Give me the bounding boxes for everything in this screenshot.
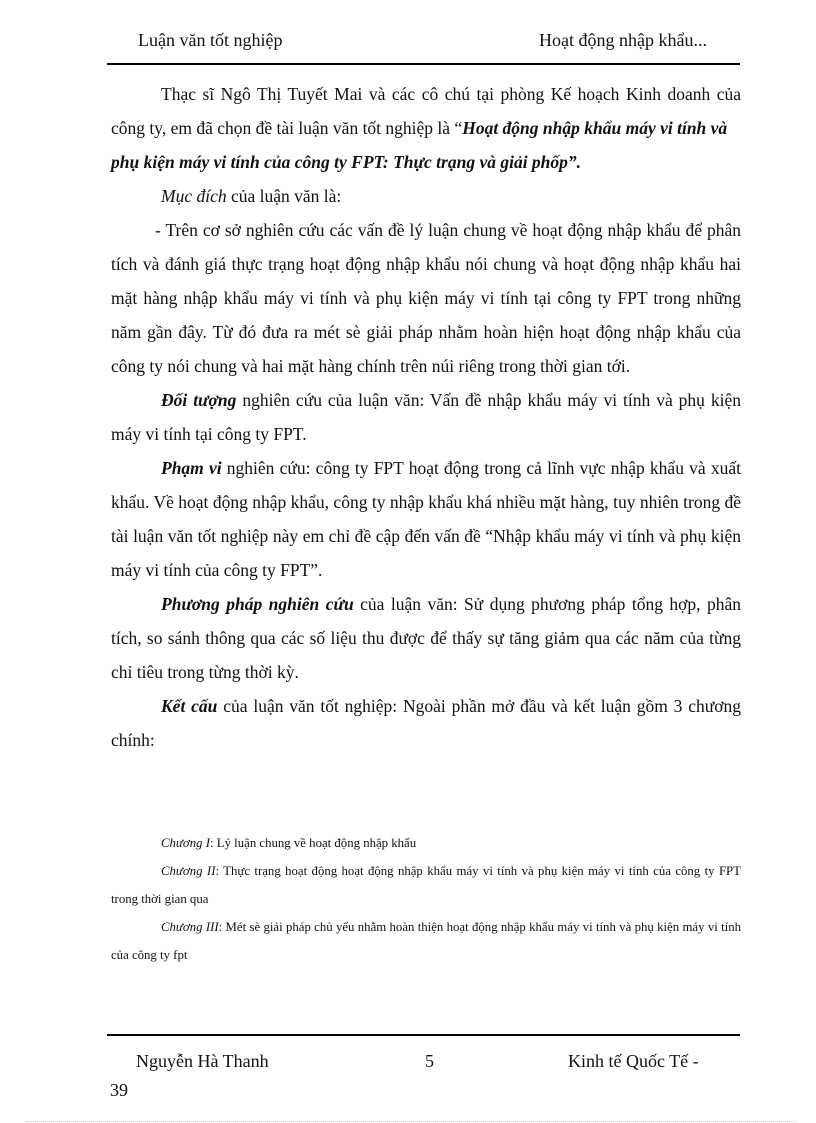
chapter-text: : Thực trạng hoạt động hoạt động nhập khẩu máy vi tính và phụ kiện máy vi tính của công ty FPT trong thời gian qua [111,864,741,906]
footer-faculty: Kinh tế Quốc Tế - [568,1051,699,1071]
thesis-title-part2: phụ kiện máy vi tính của công ty FPT: Thực trạng và giải phốp [111,152,568,172]
chapter-list [111,829,741,969]
intro-text: Thạc sĩ Ngô Thị Tuyết Mai và các cô chú tại phòng Kế hoạch Kinh doanh của công ty, em đã chọn đề tài luận văn tốt nghiệp là “ [111,84,741,138]
thesis-title-part1: Hoạt động nhập khẩu máy vi tính và [462,118,728,138]
footer-class-number: 39 [110,1080,128,1100]
header-title: Luận văn tốt nghiệp [138,30,283,50]
page-number: 5 [425,1051,434,1071]
scope-text: nghiên cứu: công ty FPT hoạt động trong cả lĩnh vực nhập khẩu và xuất khẩu. Về hoạt động nhập khẩu, công ty nhập khẩu khá nhiều mặt hàng, tuy nhiên trong đề tài luận văn tốt nghiệp này em chỉ đề cập đến vấn đề “Nhập khẩu máy vi tính và phụ kiện máy vi tính của công ty FPT”. [111,458,741,580]
header-rule [107,63,740,65]
scope-paragraph [111,451,741,587]
intro-paragraph [111,77,741,145]
object-text: nghiên cứu của luận văn: Vấn đề nhập khẩu máy vi tính và phụ kiện máy vi tính tại công ty FPT. [111,390,741,444]
chapter-item [111,913,741,969]
chapter-label: Chương II [161,864,216,878]
structure-label: Kết cấu [161,696,218,716]
chapter-label: Chương I [161,836,211,850]
object-paragraph [111,383,741,451]
document-body [111,77,741,757]
header-section: Hoạt động nhập khẩu... [539,30,707,50]
chapter-text: : Lý luận chung về hoạt động nhập khẩu [210,836,417,850]
chapter-item [111,829,741,857]
chapter-item [111,857,741,913]
object-label: Đối tượng [161,390,237,410]
footer-author: Nguyễn Hà Thanh [136,1051,269,1071]
chapter-text: : Mét sè giải pháp chủ yếu nhằm hoàn thiện hoạt động nhập khẩu máy vi tính và phụ kiện máy vi tính của công ty fpt [111,920,741,962]
chapter-label: Chương III [161,920,219,934]
thesis-title-close: ”. [567,152,582,172]
purpose-rest: của luận văn là: [226,186,342,206]
page-edge-divider [26,1121,796,1122]
purpose-paragraph [111,213,741,383]
method-paragraph [111,587,741,689]
footer-rule [107,1034,740,1036]
purpose-text: - Trên cơ sở nghiên cứu các vấn đề lý luận chung về hoạt động nhập khẩu để phân tích và đánh giá thực trạng hoạt động nhập khẩu nói chung và hoạt động nhập khẩu hai mặt hàng nhập khẩu máy vi tính và phụ kiện máy vi tính tại công ty FPT trong những năm gần đây. Từ đó đưa ra mét sè giải pháp nhằm hoàn hiện hoạt động nhập khẩu của công ty nói chung và hai mặt hàng chính trên núi riêng trong thời gian tới. [111,220,741,376]
structure-paragraph [111,689,741,757]
method-text: của luận văn: Sử dụng phương pháp tổng hợp, phân tích, so sánh thông qua các số liệu thu được để thấy sự tăng giảm qua các năm của từng chỉ tiêu trong từng thời kỳ. [111,594,741,682]
method-label: Phương pháp nghiên cứu [161,594,354,614]
structure-text: của luận văn tốt nghiệp: Ngoài phần mở đầu và kết luận gồm 3 chương chính: [111,696,741,750]
scope-label: Phạm vi [161,458,222,478]
purpose-label: Mục đích [161,186,227,206]
purpose-heading [111,179,741,213]
thesis-title-line [111,145,741,179]
